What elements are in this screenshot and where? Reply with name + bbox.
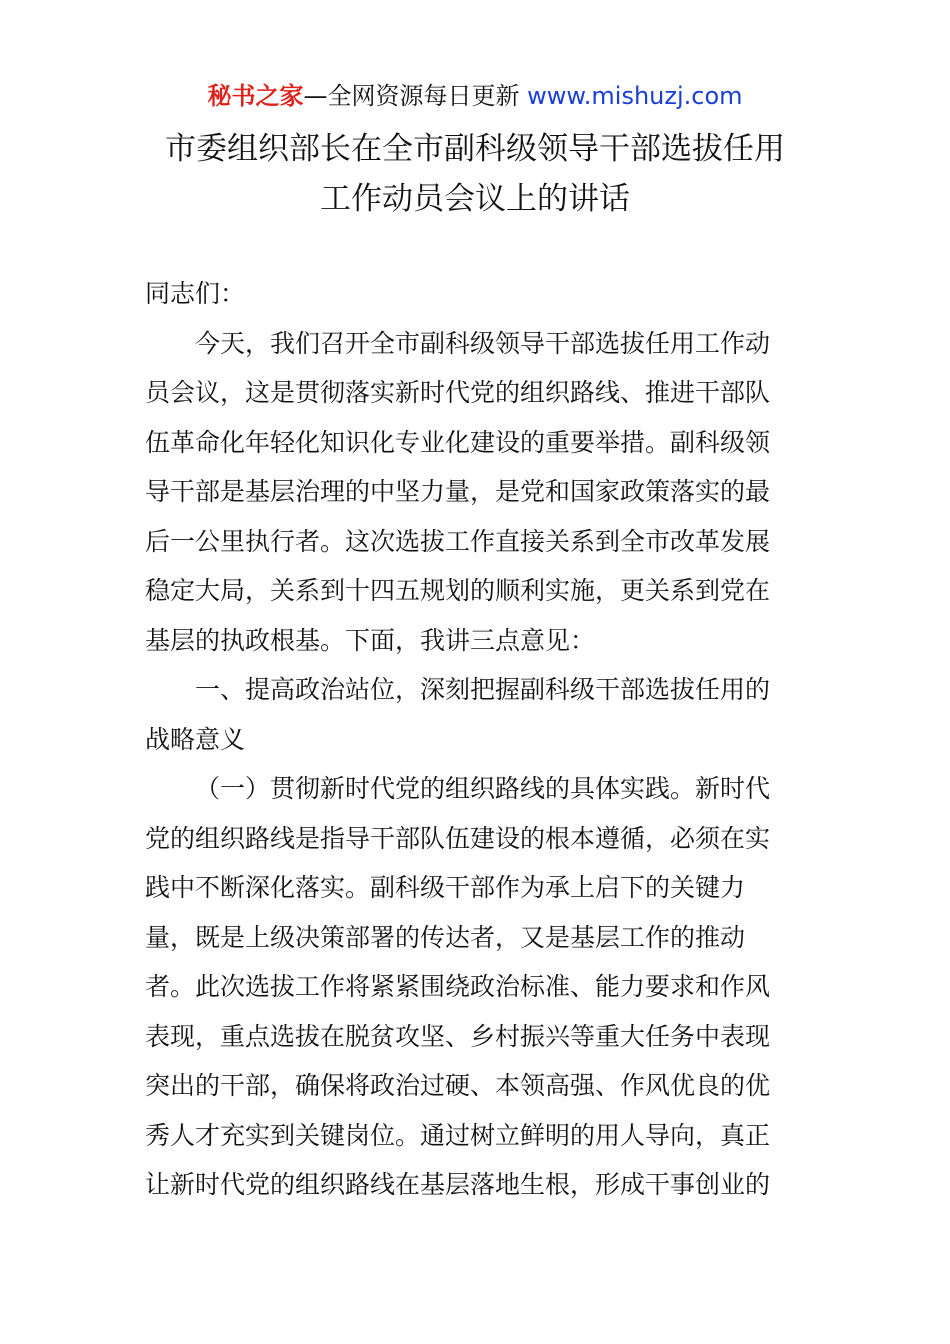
paragraph-line: 量，既是上级决策部署的传达者，又是基层工作的推动 — [145, 922, 746, 952]
paragraph-line: 导干部是基层治理的中坚力量，是党和国家政策落实的最 — [145, 477, 771, 506]
site-url[interactable]: www.mishuzj.com — [527, 82, 743, 110]
paragraph-line: 党的组织路线是指导干部队伍建设的根本遵循，必须在实 — [145, 823, 771, 853]
site-tagline: —全网资源每日更新 — [303, 82, 520, 110]
paragraph-line: 稳定大局，关系到十四五规划的顺利实施，更关系到党在 — [145, 576, 771, 605]
paragraph-line: 践中不断深化落实。副科级干部作为承上启下的关键力 — [145, 873, 746, 902]
section-heading: 战略意义 — [145, 724, 246, 754]
paragraph-line: 突出的干部，确保将政治过硬、本领高强、作风优良的优 — [145, 1071, 771, 1100]
site-header — [0, 78, 950, 114]
paragraph-line: 基层的执政根基。下面，我讲三点意见： — [145, 625, 596, 655]
paragraph-line: 秀人才充实到关键岗位。通过树立鲜明的用人导向，真正 — [145, 1120, 771, 1150]
document-title — [0, 124, 950, 224]
document-body — [145, 269, 815, 1210]
paragraph-line: 伍革命化年轻化知识化专业化建设的重要举措。副科级领 — [145, 427, 771, 457]
section-heading: 一、提高政治站位，深刻把握副科级干部选拔任用的 — [195, 675, 771, 704]
paragraph-line: 让新时代党的组织路线在基层落地生根，形成干事创业的 — [145, 1170, 771, 1199]
paragraph-line: 今天，我们召开全市副科级领导干部选拔任用工作动 — [195, 328, 771, 358]
paragraph-line: 后一公里执行者。这次选拔工作直接关系到全市改革发展 — [145, 526, 771, 556]
title-line-2: 工作动员会议上的讲话 — [320, 181, 630, 217]
paragraph-line: 员会议，这是贯彻落实新时代党的组织路线、推进干部队 — [145, 378, 771, 407]
title-line-1: 市委组织部长在全市副科级领导干部选拔任用 — [165, 131, 785, 167]
paragraph-line: 表现，重点选拔在脱贫攻坚、乡村振兴等重大任务中表现 — [145, 1021, 771, 1051]
paragraph-line: 者。此次选拔工作将紧紧围绕政治标准、能力要求和作风 — [145, 972, 771, 1001]
salutation: 同志们： — [145, 279, 246, 308]
paragraph-line: （一）贯彻新时代党的组织路线的具体实践。新时代 — [195, 774, 771, 803]
site-brand: 秘书之家 — [207, 82, 304, 110]
